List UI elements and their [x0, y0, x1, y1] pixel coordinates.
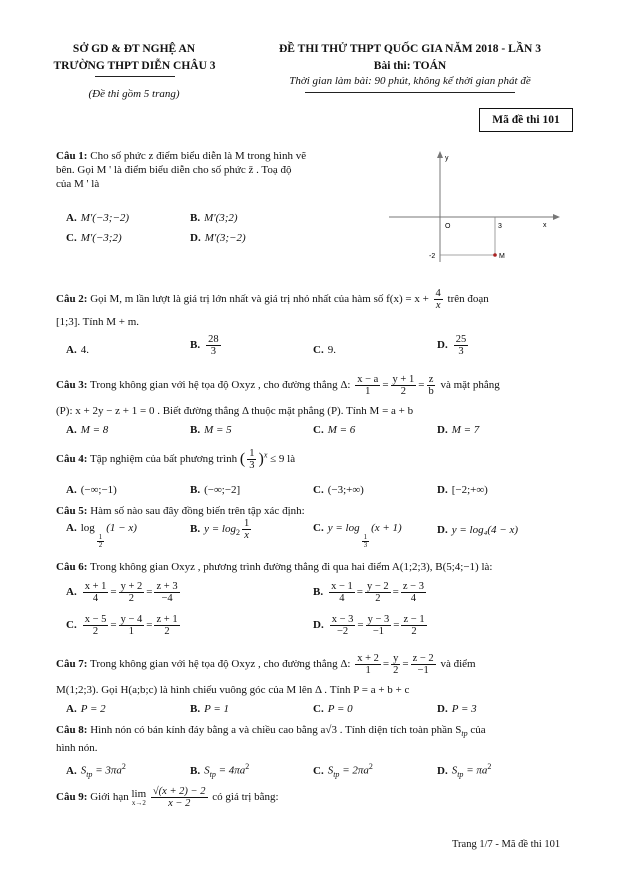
question-8: Câu 8: Hình nón có bán kính đáy bằng a và chiều cao bằng a√3 . Tính diện tích toàn phần $S_{tp}$ của	[56, 724, 486, 739]
q6-option-d[interactable]: D. $\frac{x - 3}{-2}$ = $\frac{y - 3}{-1}$ = $\frac{z - 1}{2}$	[313, 614, 425, 638]
q5-option-d[interactable]: D. y = log₄(4 − x)	[437, 524, 519, 536]
q8-option-c[interactable]: C. $S_{tp} = 2\pi a^2$	[313, 762, 373, 779]
header-underline-left	[95, 76, 175, 77]
q6-option-c[interactable]: C. $\frac{x - 5}{2}$ = $\frac{y - 4}{1}$ = $\frac{z + 1}{2}$	[66, 614, 178, 638]
q7-option-a[interactable]: A. P = 2	[66, 703, 106, 715]
x-axis-arrow	[553, 214, 560, 220]
q2-line2: [1;3]. Tính M + m.	[56, 316, 139, 328]
header-underline-right	[305, 92, 515, 93]
x-tick-3: 3	[498, 223, 502, 230]
question-1	[56, 150, 361, 191]
origin-label: O	[445, 223, 451, 230]
q1-option-c[interactable]: C. M'(−3;2)	[66, 232, 122, 244]
department-name: SỞ GD & ĐT NGHỆ AN	[72, 43, 196, 55]
q1-option-d[interactable]: D. M'(3;−2)	[190, 232, 246, 244]
q3-option-b[interactable]: B. M = 5	[190, 424, 232, 436]
q3-option-d[interactable]: D. M = 7	[437, 424, 480, 436]
q5-option-c[interactable]: C. y = log $\frac{1}{3}$ (x + 1)	[313, 522, 402, 550]
q2-label: Câu 2:	[56, 293, 88, 306]
q1-label: Câu 1:	[56, 150, 88, 162]
q2-option-c[interactable]: C. 9.	[313, 344, 336, 356]
y-tick-neg2: -2	[429, 253, 436, 260]
coordinate-graph	[385, 148, 565, 266]
q1-line1: Cho số phức z điểm biểu diễn là M trong hình vẽ	[90, 150, 307, 162]
q8-line2: hình nón.	[56, 742, 98, 754]
point-m-label: M	[499, 253, 505, 260]
q2-option-d[interactable]: D. $\frac{25}{3}$	[437, 334, 467, 358]
q7-option-b[interactable]: B. P = 1	[190, 703, 230, 715]
x-axis-label: x	[543, 222, 547, 229]
page-footer: Trang 1/7 - Mã đề thi 101	[452, 839, 561, 850]
q3-option-c[interactable]: C. M = 6	[313, 424, 356, 436]
q3-option-a[interactable]: A. M = 8	[66, 424, 109, 436]
y-axis-label: y	[445, 155, 449, 162]
q1-option-b[interactable]: B. M'(3;2)	[190, 212, 238, 224]
q2-line1a: Gọi M, m lần lượt là giá trị lớn nhất và giá trị nhỏ nhất của hàm số f(x) = x +	[90, 293, 429, 306]
q4-option-a[interactable]: A. (−∞;−1)	[66, 484, 117, 496]
q4-option-b[interactable]: B. (−∞;−2]	[190, 484, 241, 496]
question-3: Câu 3: Trong không gian với hệ tọa độ Oxyz , cho đường thẳng Δ: $\frac{x - a}{1}$ = $\frac{y + 1}{2}$ = $\frac{z}{b}$ và mặt phẳng	[56, 374, 500, 398]
q7-option-c[interactable]: C. P = 0	[313, 703, 353, 715]
q2-option-b[interactable]: B. $\frac{28}{3}$	[190, 334, 219, 358]
question-5: Câu 5: Hàm số nào sau đây đồng biến trên tập xác định:	[56, 505, 305, 517]
question-9: Câu 9: Giới hạn lim x→2 $\frac{√(x + 2) - 2}{x - 2}$ có giá trị bằng:	[56, 786, 279, 810]
q7-line2: M(1;2;3). Gọi H(a;b;c) là hình chiếu vuông góc của M lên Δ . Tính P = a + b + c	[56, 684, 410, 696]
q8-option-b[interactable]: B. $S_{tp} = 4\pi a^2$	[190, 762, 250, 779]
q5-option-a[interactable]: A. log $\frac{1}{2}$ (1 − x)	[66, 522, 137, 550]
q1-line3: của M ' là	[56, 177, 100, 190]
q1-option-a[interactable]: A. M'(−3;−2)	[66, 212, 130, 224]
exam-subject: Bài thi: TOÁN	[373, 60, 447, 72]
question-4: Câu 4: Tập nghiệm của bất phương trình ( $\frac{1}{3}$ )$^x$ ≤ 9 là	[56, 448, 296, 472]
q4-option-c[interactable]: C. (−3;+∞)	[313, 484, 364, 496]
question-7: Câu 7: Trong không gian với hệ tọa độ Oxyz , cho đường thẳng Δ: $\frac{x + 2}{1}$ = $\frac{y}{2}$ = $\frac{z - 2}{-1}$ và điểm	[56, 653, 476, 677]
exam-duration: Thời gian làm bài: 90 phút, không kể thời gian phát đề	[289, 75, 531, 87]
point-m	[493, 253, 497, 257]
exam-title: ĐỀ THI THỬ THPT QUỐC GIA NĂM 2018 - LẦN 3	[279, 43, 541, 55]
q2-line1b: trên đoạn	[447, 293, 489, 306]
q2-option-a[interactable]: A. 4.	[66, 344, 89, 356]
y-axis-arrow	[437, 151, 443, 158]
q4-option-d[interactable]: D. [−2;+∞)	[437, 484, 488, 496]
q3-line2: (P): x + 2y − z + 1 = 0 . Biết đường thẳng Δ thuộc mặt phẳng (P). Tính M = a + b	[56, 405, 414, 417]
q7-option-d[interactable]: D. P = 3	[437, 703, 477, 715]
question-2: Câu 2: Gọi M, m lần lượt là giá trị lớn nhất và giá trị nhỏ nhất của hàm số f(x) = x + $\frac{4}{x}$ trên đoạn	[56, 288, 489, 312]
question-6: Câu 6: Trong không gian Oxyz , phương trình đường thẳng đi qua hai điểm A(1;2;3), B(5;4;−1) là:	[56, 561, 493, 573]
q5-option-b[interactable]: B. $y = \log_2$ $\frac{1}{x}$	[190, 518, 250, 542]
q6-option-a[interactable]: A. $\frac{x + 1}{4}$ = $\frac{y + 2}{2}$ = $\frac{z + 3}{-4}$	[66, 581, 178, 605]
exam-code-box: Mã đề thi 101	[479, 108, 573, 132]
q6-option-b[interactable]: B. $\frac{x - 1}{4}$ = $\frac{y - 2}{2}$ = $\frac{z - 3}{4}$	[313, 581, 424, 605]
school-name: TRƯỜNG THPT DIỄN CHÂU 3	[53, 60, 216, 72]
q1-line2: bên. Gọi M ' là điểm biểu diễn cho số phức z̄ . Toạ độ	[56, 163, 292, 176]
q8-option-a[interactable]: A. $S_{tp} = 3\pi a^2$	[66, 762, 126, 779]
page-count-note: (Đề thi gồm 5 trang)	[88, 88, 180, 100]
q8-option-d[interactable]: D. $S_{tp} = \pi a^2$	[437, 762, 492, 779]
